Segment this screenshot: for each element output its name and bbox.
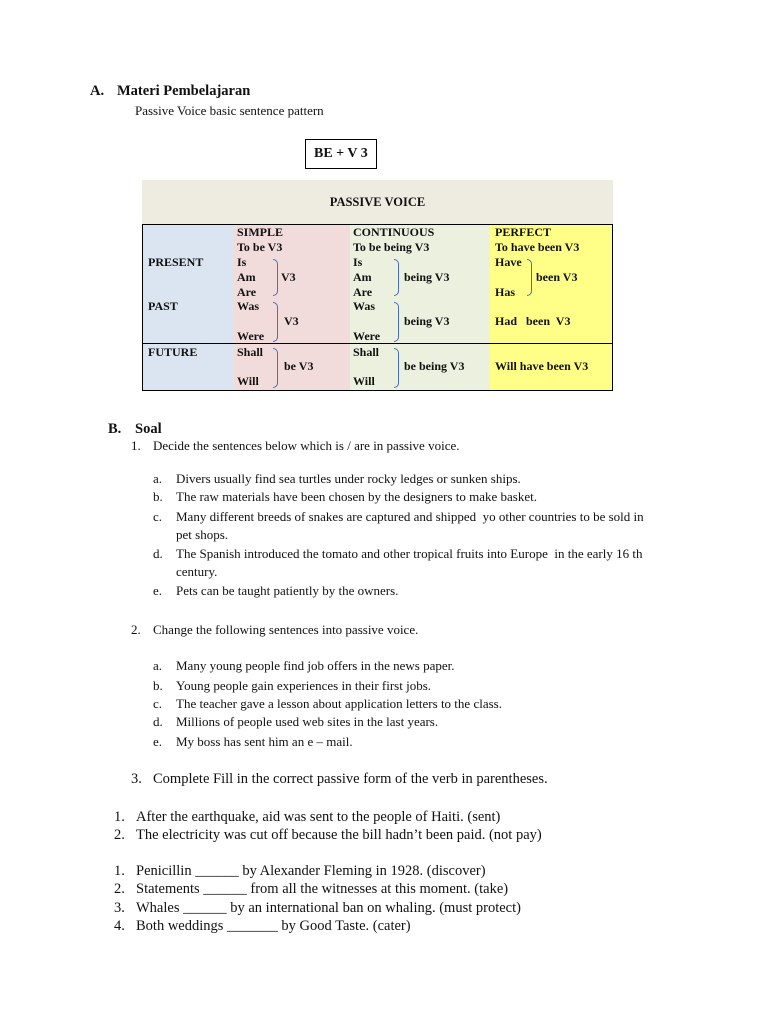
- row-label-present: PRESENT: [148, 255, 204, 269]
- list-item: The teacher gave a lesson about application letters to the class.: [176, 696, 502, 711]
- list-item-letter: a.: [153, 471, 163, 486]
- brace-icon: [273, 302, 278, 342]
- continuous-past-word: Was: [353, 299, 376, 313]
- q3-text: Complete Fill in the correct passive form of the verb in parentheses.: [153, 771, 548, 787]
- list-item-letter: a.: [153, 658, 163, 673]
- formula-box: BE + V 3: [305, 139, 377, 169]
- q3-number: 3.: [131, 771, 142, 787]
- continuous-present-word: Am: [353, 270, 372, 284]
- exercise-sentence: Penicillin ______ by Alexander Fleming in 1928. (discover): [136, 863, 486, 879]
- row-label-past: PAST: [148, 299, 178, 313]
- list-item-letter: c.: [153, 696, 163, 711]
- brace-icon: [273, 259, 278, 296]
- continuous-future-word: Will: [353, 374, 375, 388]
- continuous-future-tail: be being V3: [404, 359, 465, 373]
- brace-icon: [394, 348, 399, 388]
- exercise-sentence: Both weddings _______ by Good Taste. (cater): [136, 918, 411, 934]
- list-item-letter: d.: [153, 714, 163, 729]
- simple-past-word: Were: [237, 329, 265, 343]
- q2-number: 2.: [131, 622, 141, 637]
- list-item: Millions of people used web sites in the last years.: [176, 714, 439, 729]
- exercise-sentence: Statements ______ from all the witnesses at this moment. (take): [136, 881, 509, 897]
- table-rule: [142, 224, 143, 390]
- table-rule: [612, 224, 613, 390]
- simple-heading: SIMPLE: [237, 225, 284, 239]
- continuous-future-word: Shall: [353, 345, 380, 359]
- perfect-heading: PERFECT: [495, 225, 552, 239]
- simple-future-word: Will: [237, 374, 259, 388]
- continuous-present-tail: being V3: [404, 270, 450, 284]
- section-a-subtitle: Passive Voice basic sentence pattern: [135, 103, 324, 118]
- brace-icon: [394, 302, 399, 342]
- exercise-sentence: Whales ______ by an international ban on whaling. (must protect): [136, 900, 521, 916]
- perfect-present-word: Has: [495, 285, 516, 299]
- exercise-number: 2.: [114, 881, 125, 897]
- exercise-number: 1.: [114, 863, 125, 879]
- simple-future-word: Shall: [237, 345, 264, 359]
- section-a-letter: A.: [90, 83, 105, 99]
- continuous-present-word: Are: [353, 285, 373, 299]
- list-item: Divers usually find sea turtles under rocky ledges or sunken ships.: [176, 471, 521, 486]
- exercise-number: 3.: [114, 900, 125, 916]
- list-item-letter: e.: [153, 734, 163, 749]
- example-number: 2.: [114, 827, 125, 843]
- list-item: Many different breeds of snakes are captured and shipped yo other countries to be sold in: [176, 509, 644, 524]
- list-item-letter: d.: [153, 546, 163, 561]
- list-item-letter: b.: [153, 678, 163, 693]
- simple-past-tail: V3: [284, 314, 299, 328]
- list-item-letter: b.: [153, 489, 163, 504]
- list-item: Many young people find job offers in the news paper.: [176, 658, 455, 673]
- section-a-title: Materi Pembelajaran: [117, 83, 251, 99]
- list-item: My boss has sent him an e – mail.: [176, 734, 353, 749]
- simple-present-word: Is: [237, 255, 247, 269]
- list-item-continuation: pet shops.: [176, 527, 228, 542]
- brace-icon: [527, 259, 532, 296]
- section-b-title: Soal: [135, 421, 162, 437]
- q2-text: Change the following sentences into passive voice.: [153, 622, 419, 637]
- list-item: The raw materials have been chosen by the designers to make basket.: [176, 489, 537, 504]
- simple-future-tail: be V3: [284, 359, 314, 373]
- brace-icon: [394, 259, 399, 296]
- example-sentence: The electricity was cut off because the bill hadn’t been paid. (not pay): [136, 827, 542, 843]
- perfect-past: Had been V3: [495, 314, 571, 328]
- continuous-present-word: Is: [353, 255, 363, 269]
- list-item-continuation: century.: [176, 564, 218, 579]
- brace-icon: [273, 348, 278, 388]
- table-rule: [142, 390, 613, 391]
- passive-voice-table: [142, 180, 613, 390]
- continuous-past-tail: being V3: [404, 314, 450, 328]
- exercise-number: 4.: [114, 918, 125, 934]
- perfect-present-tail: been V3: [536, 270, 578, 284]
- list-item: Young people gain experiences in their first jobs.: [176, 678, 432, 693]
- simple-present-tail: V3: [281, 270, 296, 284]
- table-title: PASSIVE VOICE: [142, 180, 613, 224]
- perfect-future: Will have been V3: [495, 359, 589, 373]
- simple-pattern: To be V3: [237, 240, 283, 254]
- q1-number: 1.: [131, 438, 141, 453]
- simple-present-word: Am: [237, 270, 256, 284]
- row-label-future: FUTURE: [148, 345, 198, 359]
- q1-text: Decide the sentences below which is / are in passive voice.: [153, 438, 460, 453]
- section-b-letter: B.: [108, 421, 122, 437]
- list-item: Pets can be taught patiently by the owners.: [176, 583, 399, 598]
- simple-present-word: Are: [237, 285, 257, 299]
- example-sentence: After the earthquake, aid was sent to the people of Haiti. (sent): [136, 809, 501, 825]
- continuous-past-word: Were: [353, 329, 381, 343]
- list-item: The Spanish introduced the tomato and other tropical fruits into Europe in the early 16 th: [176, 546, 643, 561]
- continuous-heading: CONTINUOUS: [353, 225, 435, 239]
- perfect-present-word: Have: [495, 255, 522, 269]
- simple-past-word: Was: [237, 299, 260, 313]
- continuous-pattern: To be being V3: [353, 240, 430, 254]
- example-number: 1.: [114, 809, 125, 825]
- list-item-letter: c.: [153, 509, 163, 524]
- list-item-letter: e.: [153, 583, 163, 598]
- perfect-pattern: To have been V3: [495, 240, 580, 254]
